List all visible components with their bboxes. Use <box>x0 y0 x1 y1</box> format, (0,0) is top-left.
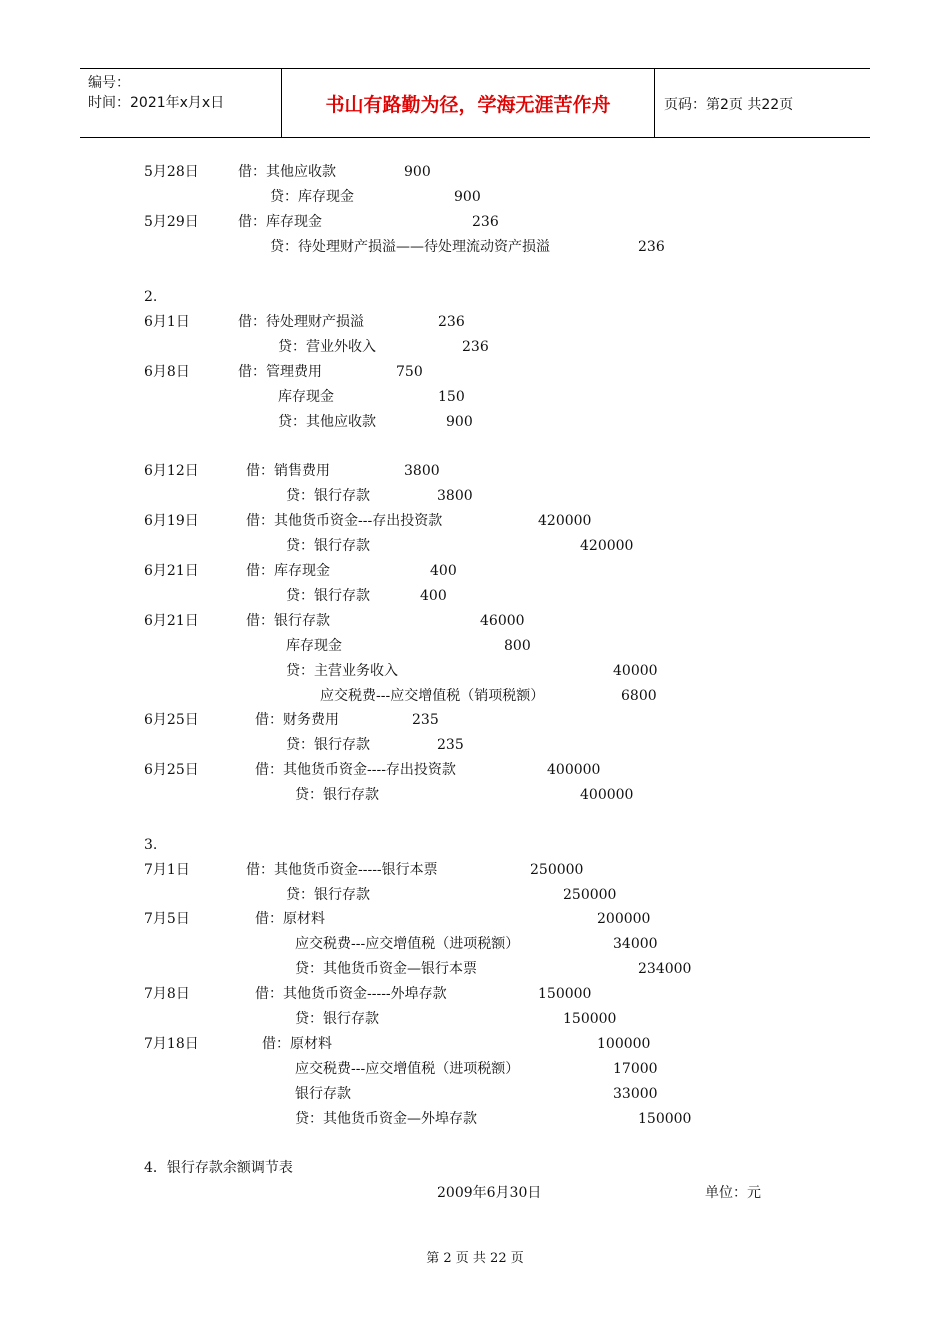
debit-account: 库存现金 <box>278 389 334 405</box>
debit-account: 借：其他货币资金-----外埠存款 <box>255 986 447 1002</box>
page-footer: 第 2 页 共 22 页 <box>426 1251 524 1266</box>
entry-date: 5月29日 <box>144 214 199 230</box>
number-label: 编号： <box>88 75 130 91</box>
entry-date: 6月25日 <box>144 712 199 728</box>
debit-account: 借：原材料 <box>262 1036 332 1052</box>
amount: 235 <box>412 712 439 728</box>
unit-label: 单位：元 <box>705 1185 761 1201</box>
header-divider <box>654 69 655 137</box>
amount: 420000 <box>580 538 634 554</box>
credit-account: 贷：主营业务收入 <box>286 663 398 679</box>
amount: 400 <box>430 563 457 579</box>
debit-account: 借：库存现金 <box>238 214 322 230</box>
amount: 234000 <box>638 961 692 977</box>
entry-date: 6月25日 <box>144 762 199 778</box>
amount: 250000 <box>530 862 584 878</box>
entry-date: 6月21日 <box>144 563 199 579</box>
credit-account: 贷：其他货币资金—银行本票 <box>295 961 477 977</box>
amount: 33000 <box>613 1086 658 1102</box>
header-motto: 书山有路勤为径，学海无涯苦作舟 <box>325 94 611 116</box>
amount: 750 <box>396 364 423 380</box>
amount: 250000 <box>563 887 617 903</box>
amount: 400000 <box>547 762 601 778</box>
debit-account: 应交税费---应交增值税（进项税额） <box>295 1061 520 1077</box>
debit-account: 借：其他货币资金---存出投资款 <box>246 513 443 529</box>
debit-account: 借：销售费用 <box>246 463 330 479</box>
amount: 3800 <box>404 463 440 479</box>
amount: 40000 <box>613 663 658 679</box>
entry-date: 6月12日 <box>144 463 199 479</box>
debit-account: 借：其他应收款 <box>238 164 336 180</box>
amount: 400 <box>420 588 447 604</box>
debit-account: 银行存款 <box>295 1086 351 1102</box>
credit-account: 应交税费---应交增值税（销项税额） <box>320 688 545 704</box>
amount: 236 <box>472 214 499 230</box>
amount: 17000 <box>613 1061 658 1077</box>
amount: 34000 <box>613 936 658 952</box>
credit-account: 贷：其他货币资金—外埠存款 <box>295 1111 477 1127</box>
credit-account: 贷：库存现金 <box>270 189 354 205</box>
section-number: 3. <box>144 837 158 853</box>
credit-account: 贷：银行存款 <box>286 737 370 753</box>
credit-account: 贷：待处理财产损溢——待处理流动资产损溢 <box>270 239 550 255</box>
entry-date: 6月19日 <box>144 513 199 529</box>
page-header <box>80 68 870 138</box>
entry-date: 6月8日 <box>144 364 190 380</box>
amount: 800 <box>504 638 531 654</box>
credit-account: 贷：银行存款 <box>286 538 370 554</box>
amount: 150000 <box>638 1111 692 1127</box>
time-label: 时间：2021年x月x日 <box>88 95 225 111</box>
amount: 235 <box>437 737 464 753</box>
debit-account: 借：财务费用 <box>255 712 339 728</box>
amount: 150000 <box>538 986 592 1002</box>
debit-account: 应交税费---应交增值税（进项税额） <box>295 936 520 952</box>
amount: 236 <box>638 239 665 255</box>
entry-date: 6月21日 <box>144 613 199 629</box>
amount: 200000 <box>597 911 651 927</box>
debit-account: 借：原材料 <box>255 911 325 927</box>
report-date: 2009年6月30日 <box>437 1185 542 1201</box>
debit-account: 借：管理费用 <box>238 364 322 380</box>
section-heading: 4．银行存款余额调节表 <box>144 1160 293 1176</box>
entry-date: 7月18日 <box>144 1036 199 1052</box>
amount: 900 <box>454 189 481 205</box>
entry-date: 7月1日 <box>144 862 190 878</box>
amount: 900 <box>404 164 431 180</box>
credit-account: 贷：银行存款 <box>295 1011 379 1027</box>
credit-account: 贷：营业外收入 <box>278 339 376 355</box>
entry-date: 7月5日 <box>144 911 190 927</box>
amount: 100000 <box>597 1036 651 1052</box>
amount: 236 <box>438 314 465 330</box>
amount: 900 <box>446 414 473 430</box>
debit-account: 库存现金 <box>286 638 342 654</box>
debit-account: 借：待处理财产损溢 <box>238 314 364 330</box>
amount: 3800 <box>437 488 473 504</box>
entry-date: 7月8日 <box>144 986 190 1002</box>
debit-account: 借：其他货币资金-----银行本票 <box>246 862 438 878</box>
credit-account: 贷：其他应收款 <box>278 414 376 430</box>
entry-date: 6月1日 <box>144 314 190 330</box>
amount: 400000 <box>580 787 634 803</box>
credit-account: 贷：银行存款 <box>286 887 370 903</box>
debit-account: 借：库存现金 <box>246 563 330 579</box>
amount: 236 <box>462 339 489 355</box>
credit-account: 贷：银行存款 <box>286 488 370 504</box>
header-meta <box>88 73 224 113</box>
entry-date: 5月28日 <box>144 164 199 180</box>
debit-account: 借：银行存款 <box>246 613 330 629</box>
amount: 6800 <box>621 688 657 704</box>
section-number: 2. <box>144 289 158 305</box>
amount: 150000 <box>563 1011 617 1027</box>
header-page-info: 页码：第2页 共22页 <box>664 97 794 113</box>
debit-account: 借：其他货币资金----存出投资款 <box>255 762 456 778</box>
amount: 46000 <box>480 613 525 629</box>
amount: 420000 <box>538 513 592 529</box>
credit-account: 贷：银行存款 <box>286 588 370 604</box>
credit-account: 贷：银行存款 <box>295 787 379 803</box>
amount: 150 <box>438 389 465 405</box>
